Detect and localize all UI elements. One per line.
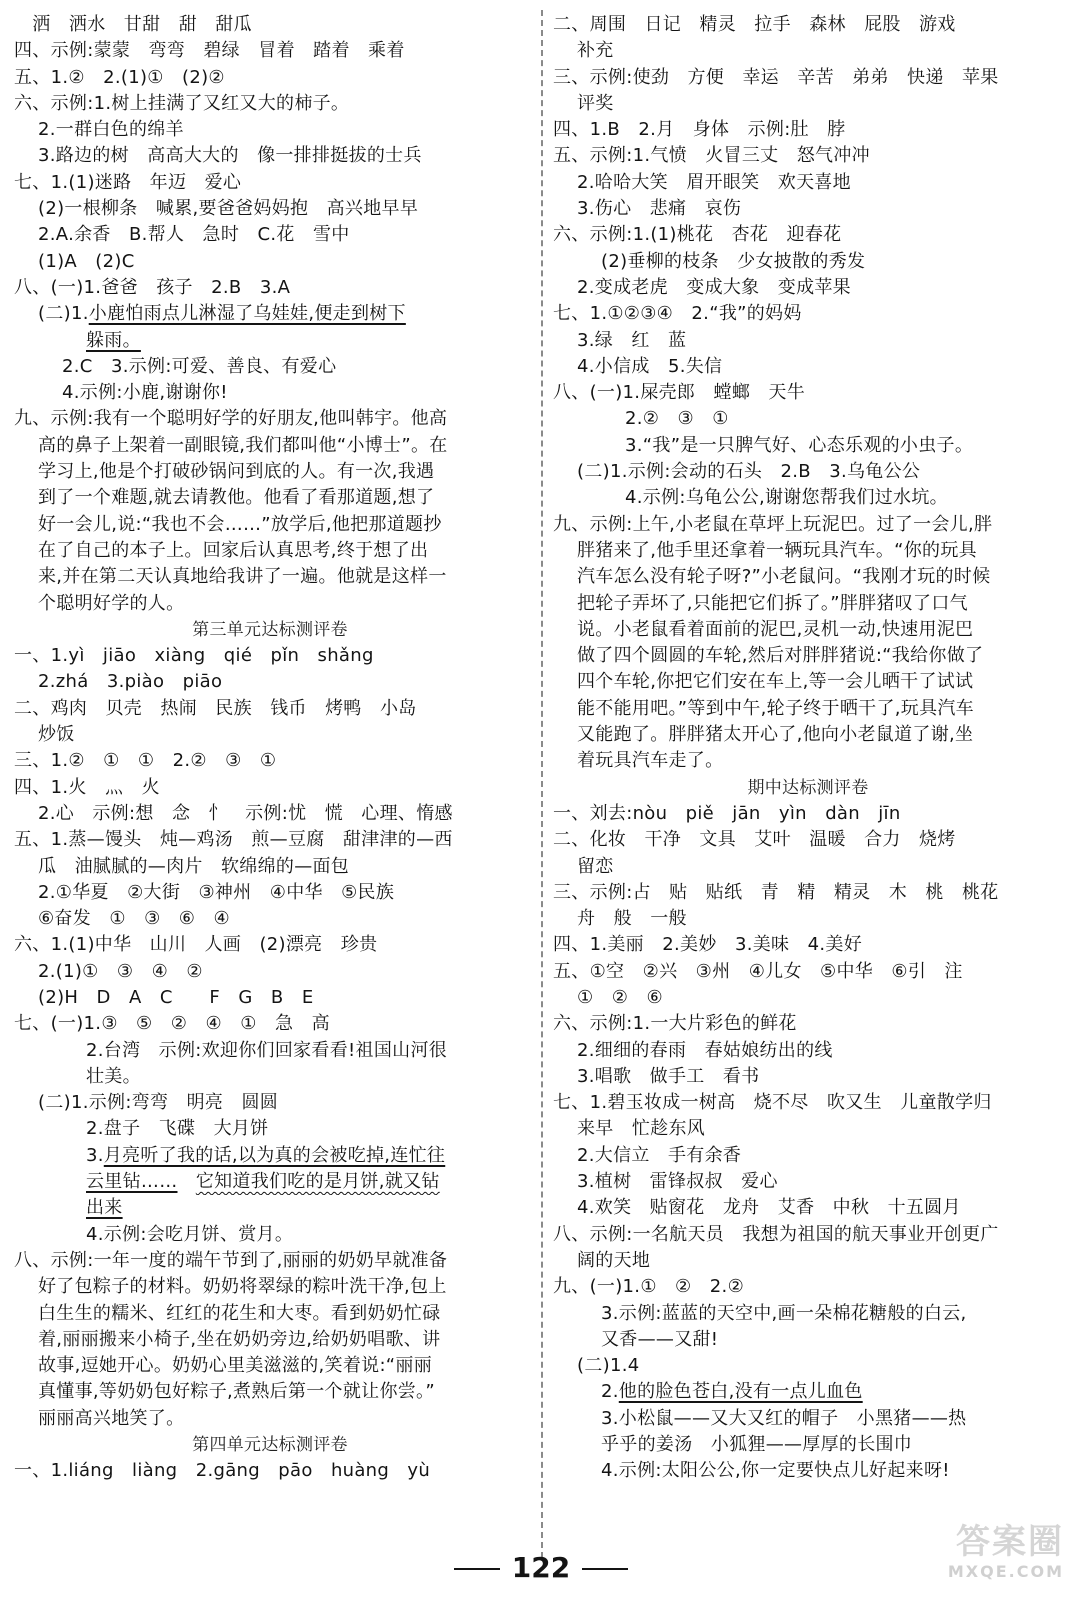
answer-line <box>14 38 526 64</box>
answer-text: 补充 <box>577 40 614 62</box>
page-footer <box>0 1548 1082 1588</box>
left-answer-column <box>14 12 526 1485</box>
answer-text: 好一会儿,说:“我也不会……”放学后,他把那道题抄 <box>38 513 442 535</box>
answer-text: 在了自己的本子上。回家后认真思考,终于想了出 <box>38 539 429 561</box>
underlined-answer: 出来 <box>86 1197 123 1219</box>
answer-line <box>553 1301 1063 1327</box>
answer-text: 能不能用吧。”等到中午,轮子终于晒干了,玩具汽车 <box>577 697 974 719</box>
answer-line <box>14 1195 526 1221</box>
answer-text: 四个车轮,你把它们安在车上,等一会儿晒干了试试 <box>577 671 974 693</box>
answer-line <box>553 1406 1063 1432</box>
answer-line <box>553 827 1063 853</box>
answer-line <box>14 801 526 827</box>
answer-text: 六、示例:1.树上挂满了又红又大的柿子。 <box>14 92 350 114</box>
answer-line <box>14 222 526 248</box>
answer-text: 3.路边的树 高高大大的 像一排排挺拔的士兵 <box>38 145 422 167</box>
answer-text: 2.哈哈大笑 眉开眼笑 欢天喜地 <box>577 171 851 193</box>
answer-line <box>553 433 1063 459</box>
answer-line <box>14 932 526 958</box>
answer-text: 八、示例:一年一度的端午节到了,丽丽的奶奶早就准备 <box>14 1249 448 1271</box>
underlined-answer: 月亮听了我的话,以为真的会被吃掉,连忙往 <box>103 1144 446 1166</box>
answer-line <box>553 1248 1063 1274</box>
answer-text: 五、1.② 2.(1)① (2)② <box>14 66 225 88</box>
answer-line <box>553 249 1063 275</box>
answer-text: (1)A (2)C <box>38 250 135 272</box>
answer-text: (二)1.4 <box>577 1355 640 1377</box>
answer-text: 二、周围 日记 精灵 拉手 森林 屁股 游戏 <box>553 14 956 35</box>
answer-line <box>553 485 1063 511</box>
answer-text: 2.台湾 示例:欢迎你们回家看看!祖国山河很 <box>86 1039 448 1061</box>
answer-line <box>553 380 1063 406</box>
answer-line <box>14 91 526 117</box>
answer-line <box>14 170 526 196</box>
watermark-logo <box>940 1522 1064 1588</box>
answer-line <box>14 669 526 695</box>
answer-text: 九、示例:我有一个聪明好学的好朋友,他叫韩宇。他高 <box>14 408 448 430</box>
answer-line <box>14 196 526 222</box>
answer-text: (二)1.示例:弯弯 明亮 圆圆 <box>38 1092 279 1114</box>
answer-text: 八、(一)1.爸爸 孩子 2.B 3.A <box>14 276 291 298</box>
answer-line <box>14 275 526 301</box>
answer-line <box>553 538 1063 564</box>
answer-text: 四、1.美丽 2.美妙 3.美味 4.美好 <box>553 934 862 956</box>
answer-line <box>553 1090 1063 1116</box>
answer-line <box>553 328 1063 354</box>
answer-text: 七、1.(1)迷路 年迈 爱心 <box>14 171 242 193</box>
answer-line <box>14 380 526 406</box>
answer-text: 胖猪来了,他手里还拿着一辆玩具汽车。“你的玩具 <box>577 539 977 561</box>
answer-text: 个聪明好学的人。 <box>38 592 185 614</box>
answer-line <box>14 249 526 275</box>
answer-text: 六、示例:1.一大片彩色的鲜花 <box>553 1013 797 1035</box>
answer-line <box>14 65 526 91</box>
answer-text: 七、(一)1.③ ⑤ ② ④ ① 急 高 <box>14 1013 330 1035</box>
answer-line <box>553 196 1063 222</box>
answer-line <box>553 170 1063 196</box>
answer-line <box>14 1406 526 1432</box>
answer-text: 期中达标测评卷 <box>747 777 869 798</box>
answer-line <box>14 959 526 985</box>
answer-line <box>553 748 1063 774</box>
answer-text: 又香——又甜! <box>601 1328 719 1350</box>
answer-text: 白生生的糯米、红红的花生和大枣。看到奶奶忙碌 <box>38 1302 441 1324</box>
answer-line <box>14 880 526 906</box>
answer-text: (二)1.示例:会动的石头 2.B 3.乌龟公公 <box>577 461 921 483</box>
answer-text: (2)一根柳条 喊累,要爸爸妈妈抱 高兴地早早 <box>38 198 419 220</box>
answer-line <box>553 12 1063 38</box>
answer-line <box>553 1274 1063 1300</box>
answer-line <box>553 1432 1063 1458</box>
answer-text: 壮美。 <box>86 1065 141 1087</box>
answer-line <box>14 143 526 169</box>
answer-line <box>14 1116 526 1142</box>
answer-text: 瓜 油腻腻的—肉片 软绵绵的—面包 <box>38 855 350 877</box>
answer-line <box>14 301 526 327</box>
answer-text: 二、化妆 干净 文具 艾叶 温暖 合力 烧烤 <box>553 829 956 851</box>
answer-text: 2.(1)① ③ ④ ② <box>38 960 203 982</box>
answer-text: 3. <box>86 1144 104 1166</box>
answer-text: 说。小老鼠看着面前的泥巴,灵机一动,快速用泥巴 <box>577 618 974 640</box>
answer-text: 2.变成老虎 变成大象 变成苹果 <box>577 276 851 298</box>
answer-text: 丽丽高兴地笑了。 <box>38 1407 185 1429</box>
answer-text: 4.示例:乌龟公公,谢谢您帮我们过水坑。 <box>625 487 948 509</box>
answer-line <box>553 801 1063 827</box>
answer-line <box>14 1038 526 1064</box>
answer-line <box>14 1301 526 1327</box>
answer-line <box>553 301 1063 327</box>
page-number: 122 <box>511 1551 571 1584</box>
answer-text: 3.伤心 悲痛 哀伤 <box>577 198 742 220</box>
answer-line <box>553 1064 1063 1090</box>
underlined-answer: 躲雨。 <box>86 329 141 351</box>
watermark-site: MXQE.COM <box>947 1562 1064 1581</box>
answer-line <box>14 1222 526 1248</box>
column-divider <box>541 10 543 1558</box>
answer-text: 2. <box>601 1381 619 1403</box>
answer-text: 2.大信立 手有余香 <box>577 1144 742 1166</box>
answer-text: ⑥奋发 ① ③ ⑥ ④ <box>38 908 230 930</box>
section-heading <box>553 775 1063 801</box>
answer-text: 4.示例:太阳公公,你一定要快点儿好起来呀! <box>601 1460 950 1482</box>
answer-text: 2.zhá 3.piào piāo <box>38 671 223 693</box>
answer-text: 2.A.余香 B.帮人 急时 C.花 雪中 <box>38 224 350 246</box>
answer-text: 做了四个圆圆的车轮,然后对胖胖猪说:“我给你做了 <box>577 645 984 667</box>
answer-text: 2.心 示例:想 念 忄 示例:忧 慌 心理、惰感 <box>38 802 453 824</box>
answer-line <box>553 1353 1063 1379</box>
answer-line <box>553 591 1063 617</box>
section-heading <box>14 1432 526 1458</box>
answer-line <box>14 117 526 143</box>
answer-text: (2)H D A C F G B E <box>38 986 314 1008</box>
answer-line <box>14 854 526 880</box>
answer-text: 四、1.火 灬 火 <box>14 776 160 798</box>
answer-text: 来,并在第二天认真地给我讲了一遍。他就是这样一 <box>38 566 447 588</box>
answer-text: 评奖 <box>577 92 614 114</box>
answer-line <box>14 433 526 459</box>
answer-line <box>553 643 1063 669</box>
answer-line <box>553 406 1063 432</box>
answer-text: 着玩具汽车走了。 <box>577 750 724 772</box>
answer-line <box>14 1248 526 1274</box>
answer-text: 4.示例:会吃月饼、赏月。 <box>86 1223 294 1245</box>
answer-text: 留恋 <box>577 855 614 877</box>
answer-line <box>14 512 526 538</box>
answer-line <box>14 538 526 564</box>
answer-text: 3.唱歌 做手工 看书 <box>577 1065 760 1087</box>
underlined-answer: 小鹿怕雨点儿淋湿了乌娃娃,便走到树下 <box>88 303 406 325</box>
answer-line <box>14 354 526 380</box>
underlined-answer: 他的脸色苍白,没有一点儿血色 <box>618 1381 863 1403</box>
answer-text: 2.② ③ ① <box>625 408 729 430</box>
answer-line <box>14 643 526 669</box>
answer-text: 把轮子弄坏了,只能把它们拆了。”胖胖猪叹了口气 <box>577 592 968 614</box>
answer-line <box>553 1379 1063 1405</box>
answer-text: 高的鼻子上架着一副眼镜,我们都叫他“小博士”。在 <box>38 434 448 456</box>
answer-line <box>553 722 1063 748</box>
answer-line <box>553 512 1063 538</box>
answer-text: 学习上,他是个打破砂锅问到底的人。有一次,我遇 <box>38 461 435 483</box>
answer-line <box>553 1169 1063 1195</box>
answer-text: 2.细细的春雨 春姑娘纺出的线 <box>577 1039 833 1061</box>
answer-text: 3.“我”是一只脾气好、心态乐观的小虫子。 <box>625 434 974 456</box>
answer-line <box>14 748 526 774</box>
answer-line <box>553 222 1063 248</box>
answer-text: 洒 洒水 甘甜 甜 甜瓜 <box>14 14 252 35</box>
answer-line <box>14 1090 526 1116</box>
answer-line <box>553 1011 1063 1037</box>
answer-text: 第四单元达标测评卷 <box>192 1435 348 1456</box>
answer-text: 舟 般 一般 <box>577 908 687 930</box>
answer-line <box>14 485 526 511</box>
answer-line <box>553 1143 1063 1169</box>
answer-line <box>553 1458 1063 1484</box>
answer-line <box>553 669 1063 695</box>
answer-line <box>14 1353 526 1379</box>
answer-line <box>553 1195 1063 1221</box>
answer-text: 来早 忙趁东风 <box>577 1118 706 1140</box>
answer-text: 七、1.碧玉妆成一树高 烧不尽 吹又生 儿童散学归 <box>553 1092 992 1114</box>
answer-line <box>553 1116 1063 1142</box>
answer-line <box>14 1011 526 1037</box>
answer-text: 三、1.② ① ① 2.② ③ ① <box>14 750 277 772</box>
answer-line <box>553 1038 1063 1064</box>
answer-line <box>553 906 1063 932</box>
answer-line <box>553 564 1063 590</box>
underlined-answer: 云里钻…… <box>86 1171 178 1193</box>
answer-text: 4.欢笑 贴窗花 龙舟 艾香 中秋 十五圆月 <box>577 1197 961 1219</box>
answer-line <box>553 617 1063 643</box>
wavy-underlined-answer: 它知道我们吃的是月饼,就又钻 <box>195 1171 440 1193</box>
answer-text: 3.示例:蓝蓝的天空中,画一朵棉花糖般的白云, <box>601 1302 967 1324</box>
answer-text: (2)垂柳的枝条 少女披散的秀发 <box>601 250 866 272</box>
answer-text: 四、示例:蒙蒙 弯弯 碧绿 冒着 踏着 乘着 <box>14 40 405 62</box>
answer-line <box>553 854 1063 880</box>
answer-line <box>553 1222 1063 1248</box>
answer-line <box>14 775 526 801</box>
answer-text: 炒饭 <box>38 724 75 746</box>
answer-text: 故事,逗她开心。奶奶心里美滋滋的,笑着说:“丽丽 <box>38 1355 433 1377</box>
answer-text: 又能跑了。胖胖猪太开心了,他向小老鼠道了谢,坐 <box>577 724 974 746</box>
answer-text: 六、示例:1.(1)桃花 杏花 迎春花 <box>553 224 842 246</box>
answer-text: 五、①空 ②兴 ③州 ④儿女 ⑤中华 ⑥引 注 <box>553 960 963 982</box>
answer-text: 2.一群白色的绵羊 <box>38 119 184 141</box>
answer-text: 六、1.(1)中华 山川 人画 (2)漂亮 珍贵 <box>14 934 378 956</box>
answer-line <box>553 117 1063 143</box>
answer-line <box>553 65 1063 91</box>
answer-line <box>14 1064 526 1090</box>
answer-text: 乎乎的姜汤 小狐狸——厚厚的长围巾 <box>601 1434 913 1456</box>
answer-line <box>14 1458 526 1484</box>
answer-line <box>553 459 1063 485</box>
answer-text: 九、示例:上午,小老鼠在草坪上玩泥巴。过了一会儿,胖 <box>553 513 993 535</box>
answer-text: 五、示例:1.气愤 火冒三丈 怒气冲冲 <box>553 145 870 167</box>
answer-text: 到了一个难题,就去请教他。他看了看那道题,想了 <box>38 487 435 509</box>
answer-text: 好了包粽子的材料。奶奶将翠绿的粽叶洗干净,包上 <box>38 1276 447 1298</box>
answer-text: 3.植树 雷锋叔叔 爱心 <box>577 1171 778 1193</box>
answer-line <box>14 1274 526 1300</box>
answer-line <box>553 1327 1063 1353</box>
answer-text: 一、刘去:nòu piě jān yìn dàn jīn <box>553 802 901 824</box>
answer-line <box>14 1327 526 1353</box>
answer-line <box>553 932 1063 958</box>
answer-line <box>14 696 526 722</box>
section-heading <box>14 617 526 643</box>
answer-text: (二)1. <box>38 303 89 325</box>
answer-line <box>553 880 1063 906</box>
answer-text: ① ② ⑥ <box>577 986 663 1008</box>
answer-text: 二、鸡肉 贝壳 热闹 民族 钱币 烤鸭 小岛 <box>14 697 417 719</box>
answer-text: 四、1.B 2.月 身体 示例:肚 脖 <box>553 119 846 141</box>
answer-line <box>553 696 1063 722</box>
answer-text: 3.绿 红 蓝 <box>577 329 687 351</box>
answer-line <box>553 91 1063 117</box>
answer-line <box>553 275 1063 301</box>
right-answer-column <box>553 12 1063 1485</box>
answer-line <box>553 143 1063 169</box>
answer-line <box>14 906 526 932</box>
answer-text: 五、1.蒸—馒头 炖—鸡汤 煎—豆腐 甜津津的—西 <box>14 829 453 851</box>
answer-text: 第三单元达标测评卷 <box>192 619 348 640</box>
answer-line <box>14 985 526 1011</box>
answer-text: 4.小信成 5.失信 <box>577 355 723 377</box>
answer-line <box>14 406 526 432</box>
answer-line <box>14 827 526 853</box>
answer-line <box>14 1379 526 1405</box>
answer-line <box>14 591 526 617</box>
answer-text: 真懂事,等奶奶包好粽子,煮熟后第一个就让你尝。” <box>38 1381 435 1403</box>
footer-dash-left <box>454 1568 500 1570</box>
answer-line <box>553 38 1063 64</box>
answer-line <box>14 459 526 485</box>
answer-line <box>14 12 526 38</box>
answer-text: 2.C 3.示例:可爱、善良、有爱心 <box>62 355 337 377</box>
answer-text: 七、1.①②③④ 2.“我”的妈妈 <box>553 303 802 325</box>
answer-line <box>14 1169 526 1195</box>
answer-text: 4.示例:小鹿,谢谢你! <box>62 382 228 404</box>
answer-text: 阔的天地 <box>577 1249 651 1271</box>
answer-text: 一、1.yì jiāo xiàng qié pǐn shǎng <box>14 645 374 667</box>
answer-text: 三、示例:占 贴 贴纸 青 精 精灵 木 桃 桃花 <box>553 881 999 903</box>
answer-line <box>14 328 526 354</box>
answer-line <box>14 1143 526 1169</box>
answer-text: 八、(一)1.屎壳郎 螳螂 天牛 <box>553 382 806 404</box>
watermark-title: 答案圈 <box>956 1522 1064 1562</box>
answer-text: 3.小松鼠——又大又红的帽子 小黑猪——热 <box>601 1407 967 1429</box>
answer-line <box>553 959 1063 985</box>
answer-text: 三、示例:使劲 方便 幸运 辛苦 弟弟 快递 苹果 <box>553 66 999 88</box>
answer-text: 2.①华夏 ②大街 ③神州 ④中华 ⑤民族 <box>38 881 395 903</box>
footer-dash-right <box>582 1568 628 1570</box>
answer-text: 2.盘子 飞碟 大月饼 <box>86 1118 269 1140</box>
answer-line <box>553 354 1063 380</box>
answer-text: 一、1.liáng liàng 2.gāng pāo huàng yù <box>14 1460 431 1482</box>
answer-line <box>553 985 1063 1011</box>
answer-line <box>14 722 526 748</box>
answer-text: 八、示例:一名航天员 我想为祖国的航天事业开创更广 <box>553 1223 999 1245</box>
answer-text: 九、(一)1.① ② 2.② <box>553 1276 745 1298</box>
answer-line <box>14 564 526 590</box>
answer-text: 着,丽丽搬来小椅子,坐在奶奶旁边,给奶奶唱歌、讲 <box>38 1328 441 1350</box>
answer-text: 汽车怎么没有轮子呀?”小老鼠问。“我刚才玩的时候 <box>577 566 991 588</box>
